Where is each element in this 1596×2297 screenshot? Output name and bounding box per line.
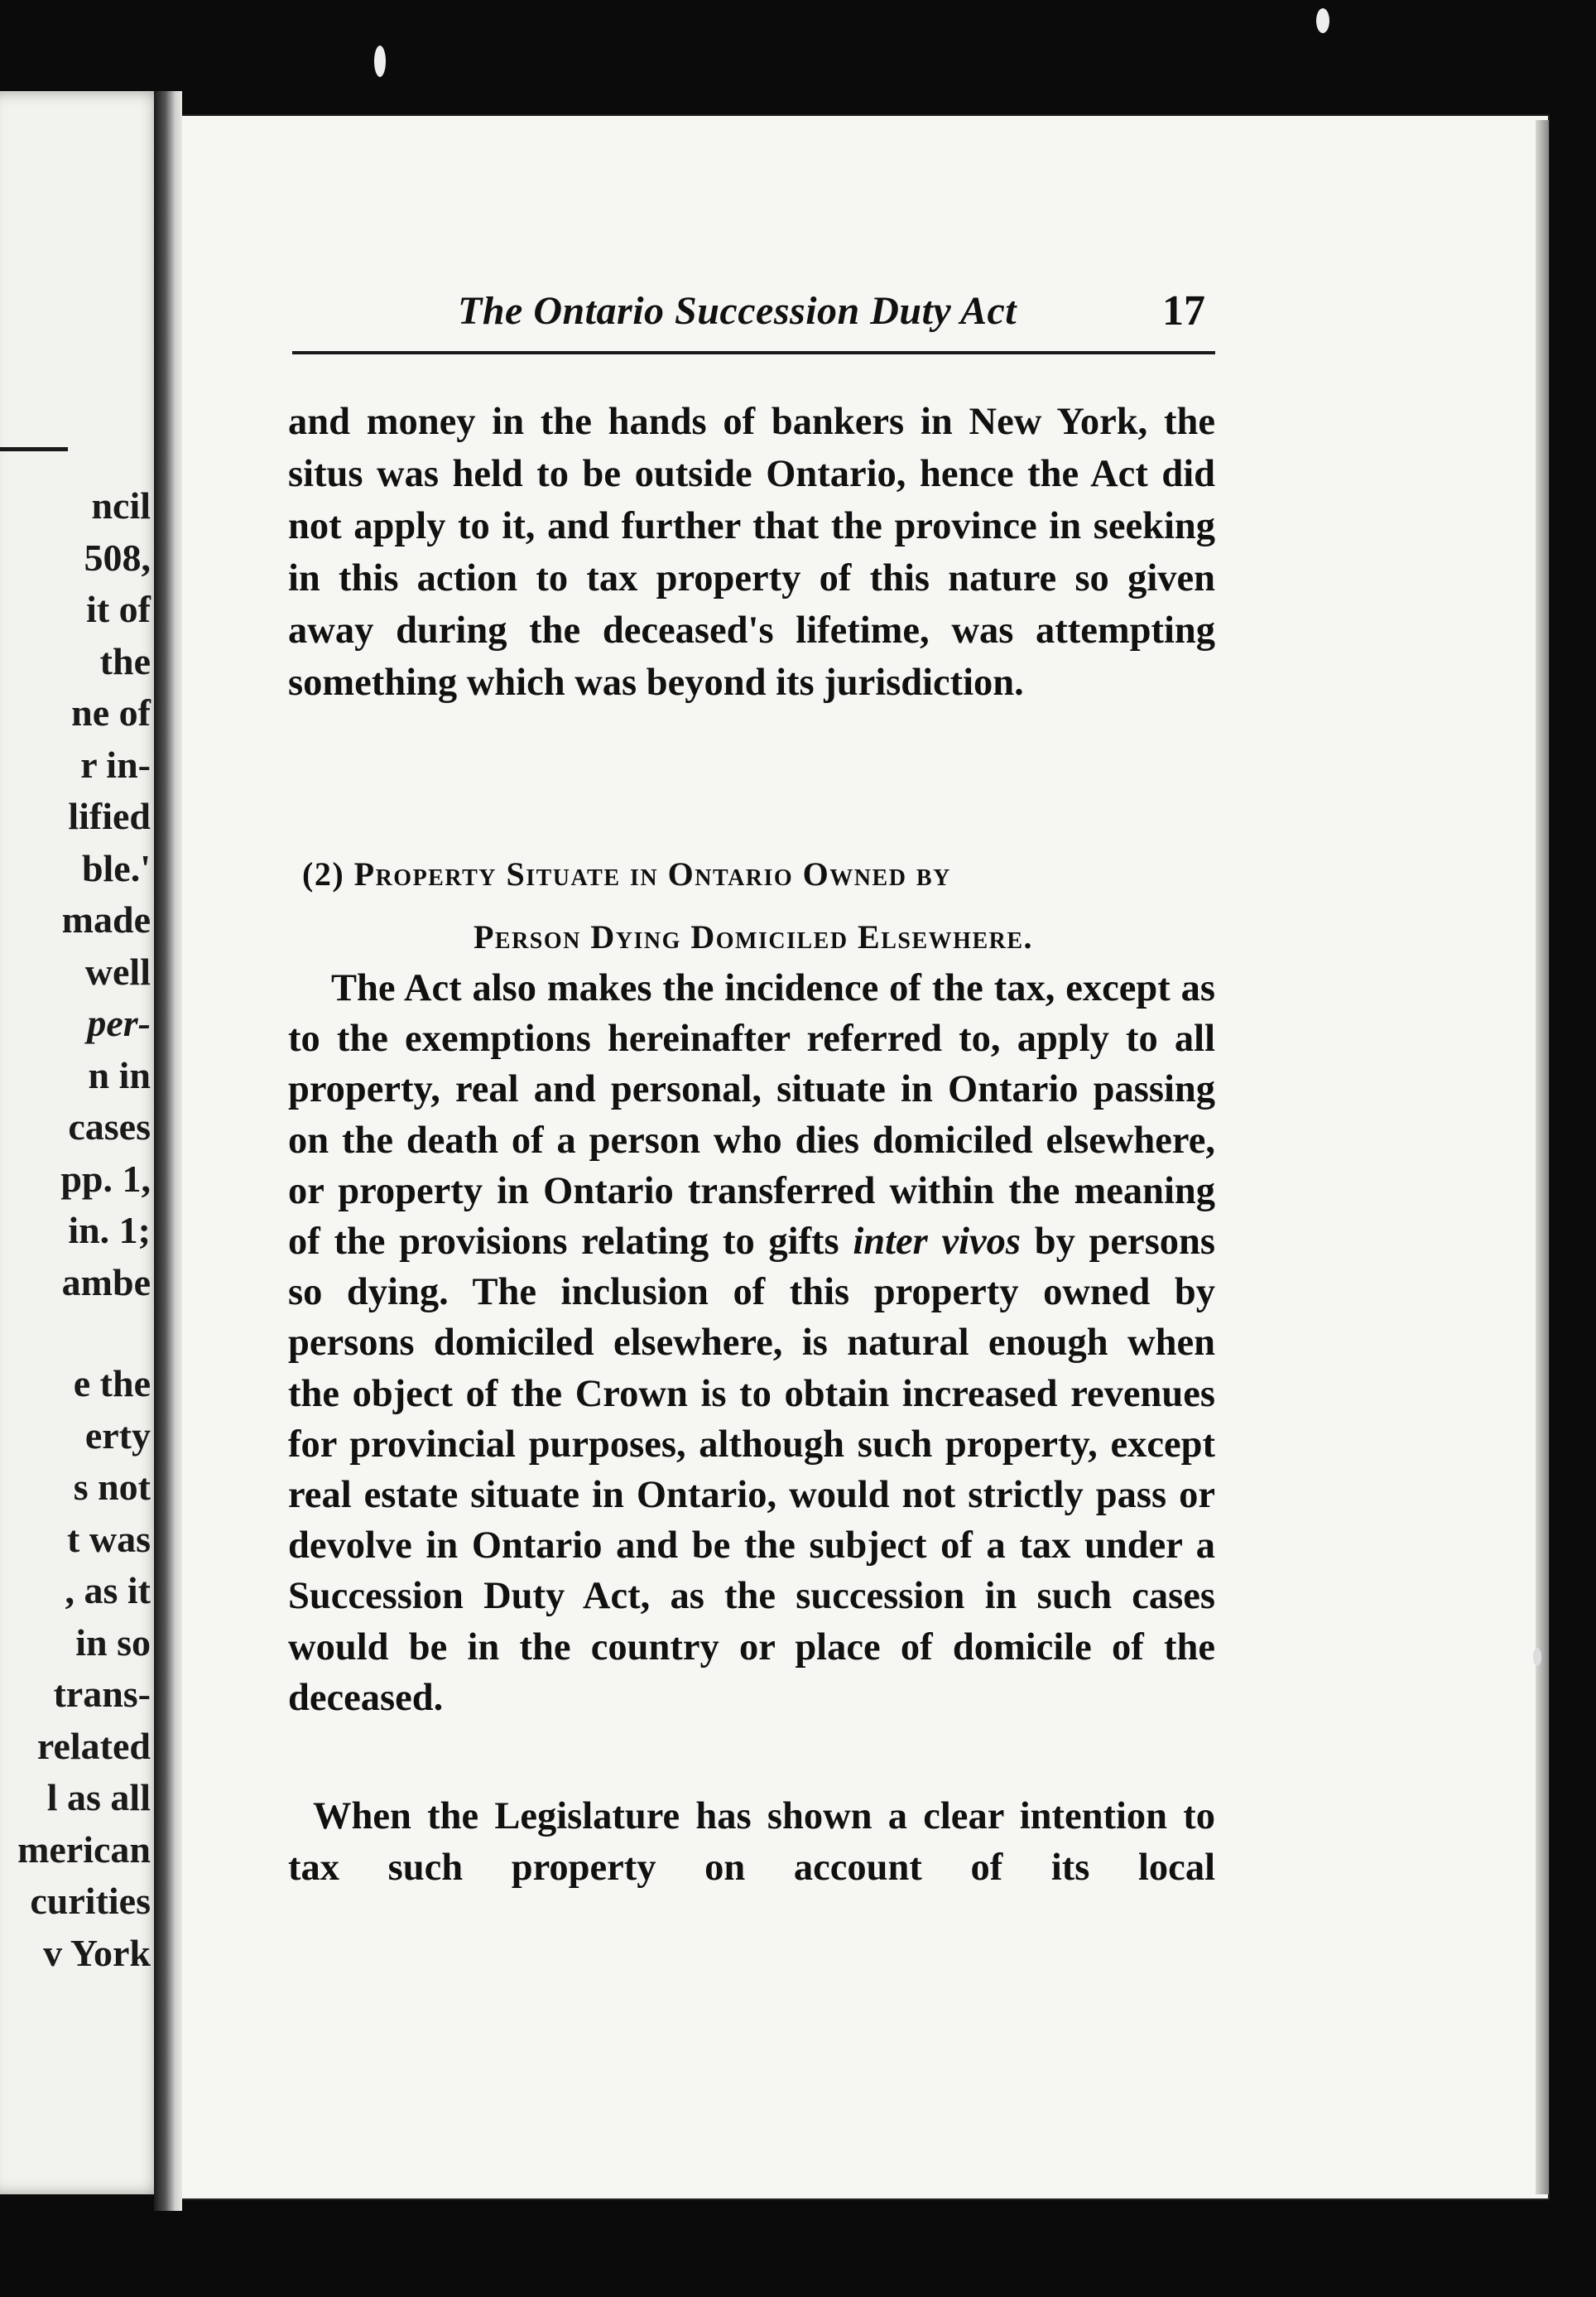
left-line: v York [43, 1931, 151, 1974]
left-line: , as it [65, 1569, 151, 1611]
page-number: 17 [1162, 287, 1205, 335]
left-line: ne of [71, 691, 151, 734]
left-line: the [99, 639, 151, 682]
section-heading [294, 843, 1213, 969]
left-line: n in [88, 1053, 151, 1096]
left-line: lified [68, 795, 151, 837]
left-line: merican [17, 1827, 151, 1871]
left-line: t was [67, 1517, 151, 1560]
left-line: pp. 1, [60, 1157, 151, 1200]
left-line-gap [0, 1308, 151, 1358]
page-edge [1536, 120, 1549, 2194]
paragraph-1 [288, 396, 1215, 709]
scan-speck [374, 46, 386, 77]
left-line: in. 1; [68, 1209, 151, 1251]
paragraph-text: and money in the hands of bankers in New York, the situs was held to be outside Ontario, hence the Act did not apply to it, and further that the province in seeking in this action to tax property of this nature so given away during the deceased's lifetime, was attempting something which was beyond its jurisdiction. [288, 401, 1215, 704]
left-page-text [0, 480, 151, 1979]
paragraph-body: The Act also makes the incidence of the tax, except as to the exemptions hereinafter referred to, apply to all property, real and personal, situate in Ontario passing on the death of a person who dies domiciled elsewhere, or property in Ontario transferred within the meaning of the provisions relating to gifts inter vivos by persons so dying. The inclusion of this property owned by persons domiciled elsewhere, is natural enough when the object of the Crown is to obtain increased revenues for provincial purposes, although such property, except real estate situate in Ontario, would not strictly pass or devolve in Ontario and be the subject of a tax under a Succession Duty Act, as the succession in such cases would be in the country or place of domicile of the deceased. [288, 967, 1215, 1719]
paragraph-body: When the Legislature has shown a clear intention to tax such property on account of its local [288, 1795, 1215, 1889]
left-line: l as all [46, 1776, 151, 1818]
left-line: cases [68, 1105, 151, 1148]
paragraph-text [288, 1791, 1215, 1894]
scan-speck [1316, 8, 1329, 33]
left-line: erty [84, 1413, 151, 1457]
left-line: well [84, 950, 151, 993]
left-line: ncil [91, 484, 151, 527]
left-line: e the [73, 1362, 151, 1404]
left-line: in so [75, 1620, 151, 1664]
left-line: s not [73, 1466, 151, 1508]
scan-speck [1533, 1648, 1541, 1666]
left-line: ambe [61, 1260, 151, 1303]
paragraph-text [288, 963, 1215, 1723]
heading-line-1: (2) Property Situate in Ontario Owned by [302, 855, 951, 893]
left-line: trans- [53, 1673, 151, 1715]
paragraph-3 [288, 1791, 1215, 1894]
left-line: r in- [80, 743, 151, 786]
left-facing-page [0, 91, 166, 2194]
left-line: curities [30, 1880, 151, 1922]
left-page-rule [0, 447, 68, 451]
running-title: The Ontario Succession Duty Act [458, 289, 1017, 333]
book-gutter [154, 91, 182, 2211]
italic-phrase: inter vivos [853, 1221, 1022, 1264]
paragraph-2 [288, 963, 1215, 1723]
left-line: per- [87, 1002, 151, 1044]
heading-line-2: Person Dying Domiciled Elsewhere. [473, 918, 1034, 956]
left-line: made [61, 898, 151, 941]
running-head [292, 280, 1215, 354]
left-line: ble.' [81, 846, 151, 889]
left-line: it of [86, 588, 151, 630]
left-line: related [36, 1724, 151, 1767]
left-line: 508, [84, 536, 151, 579]
